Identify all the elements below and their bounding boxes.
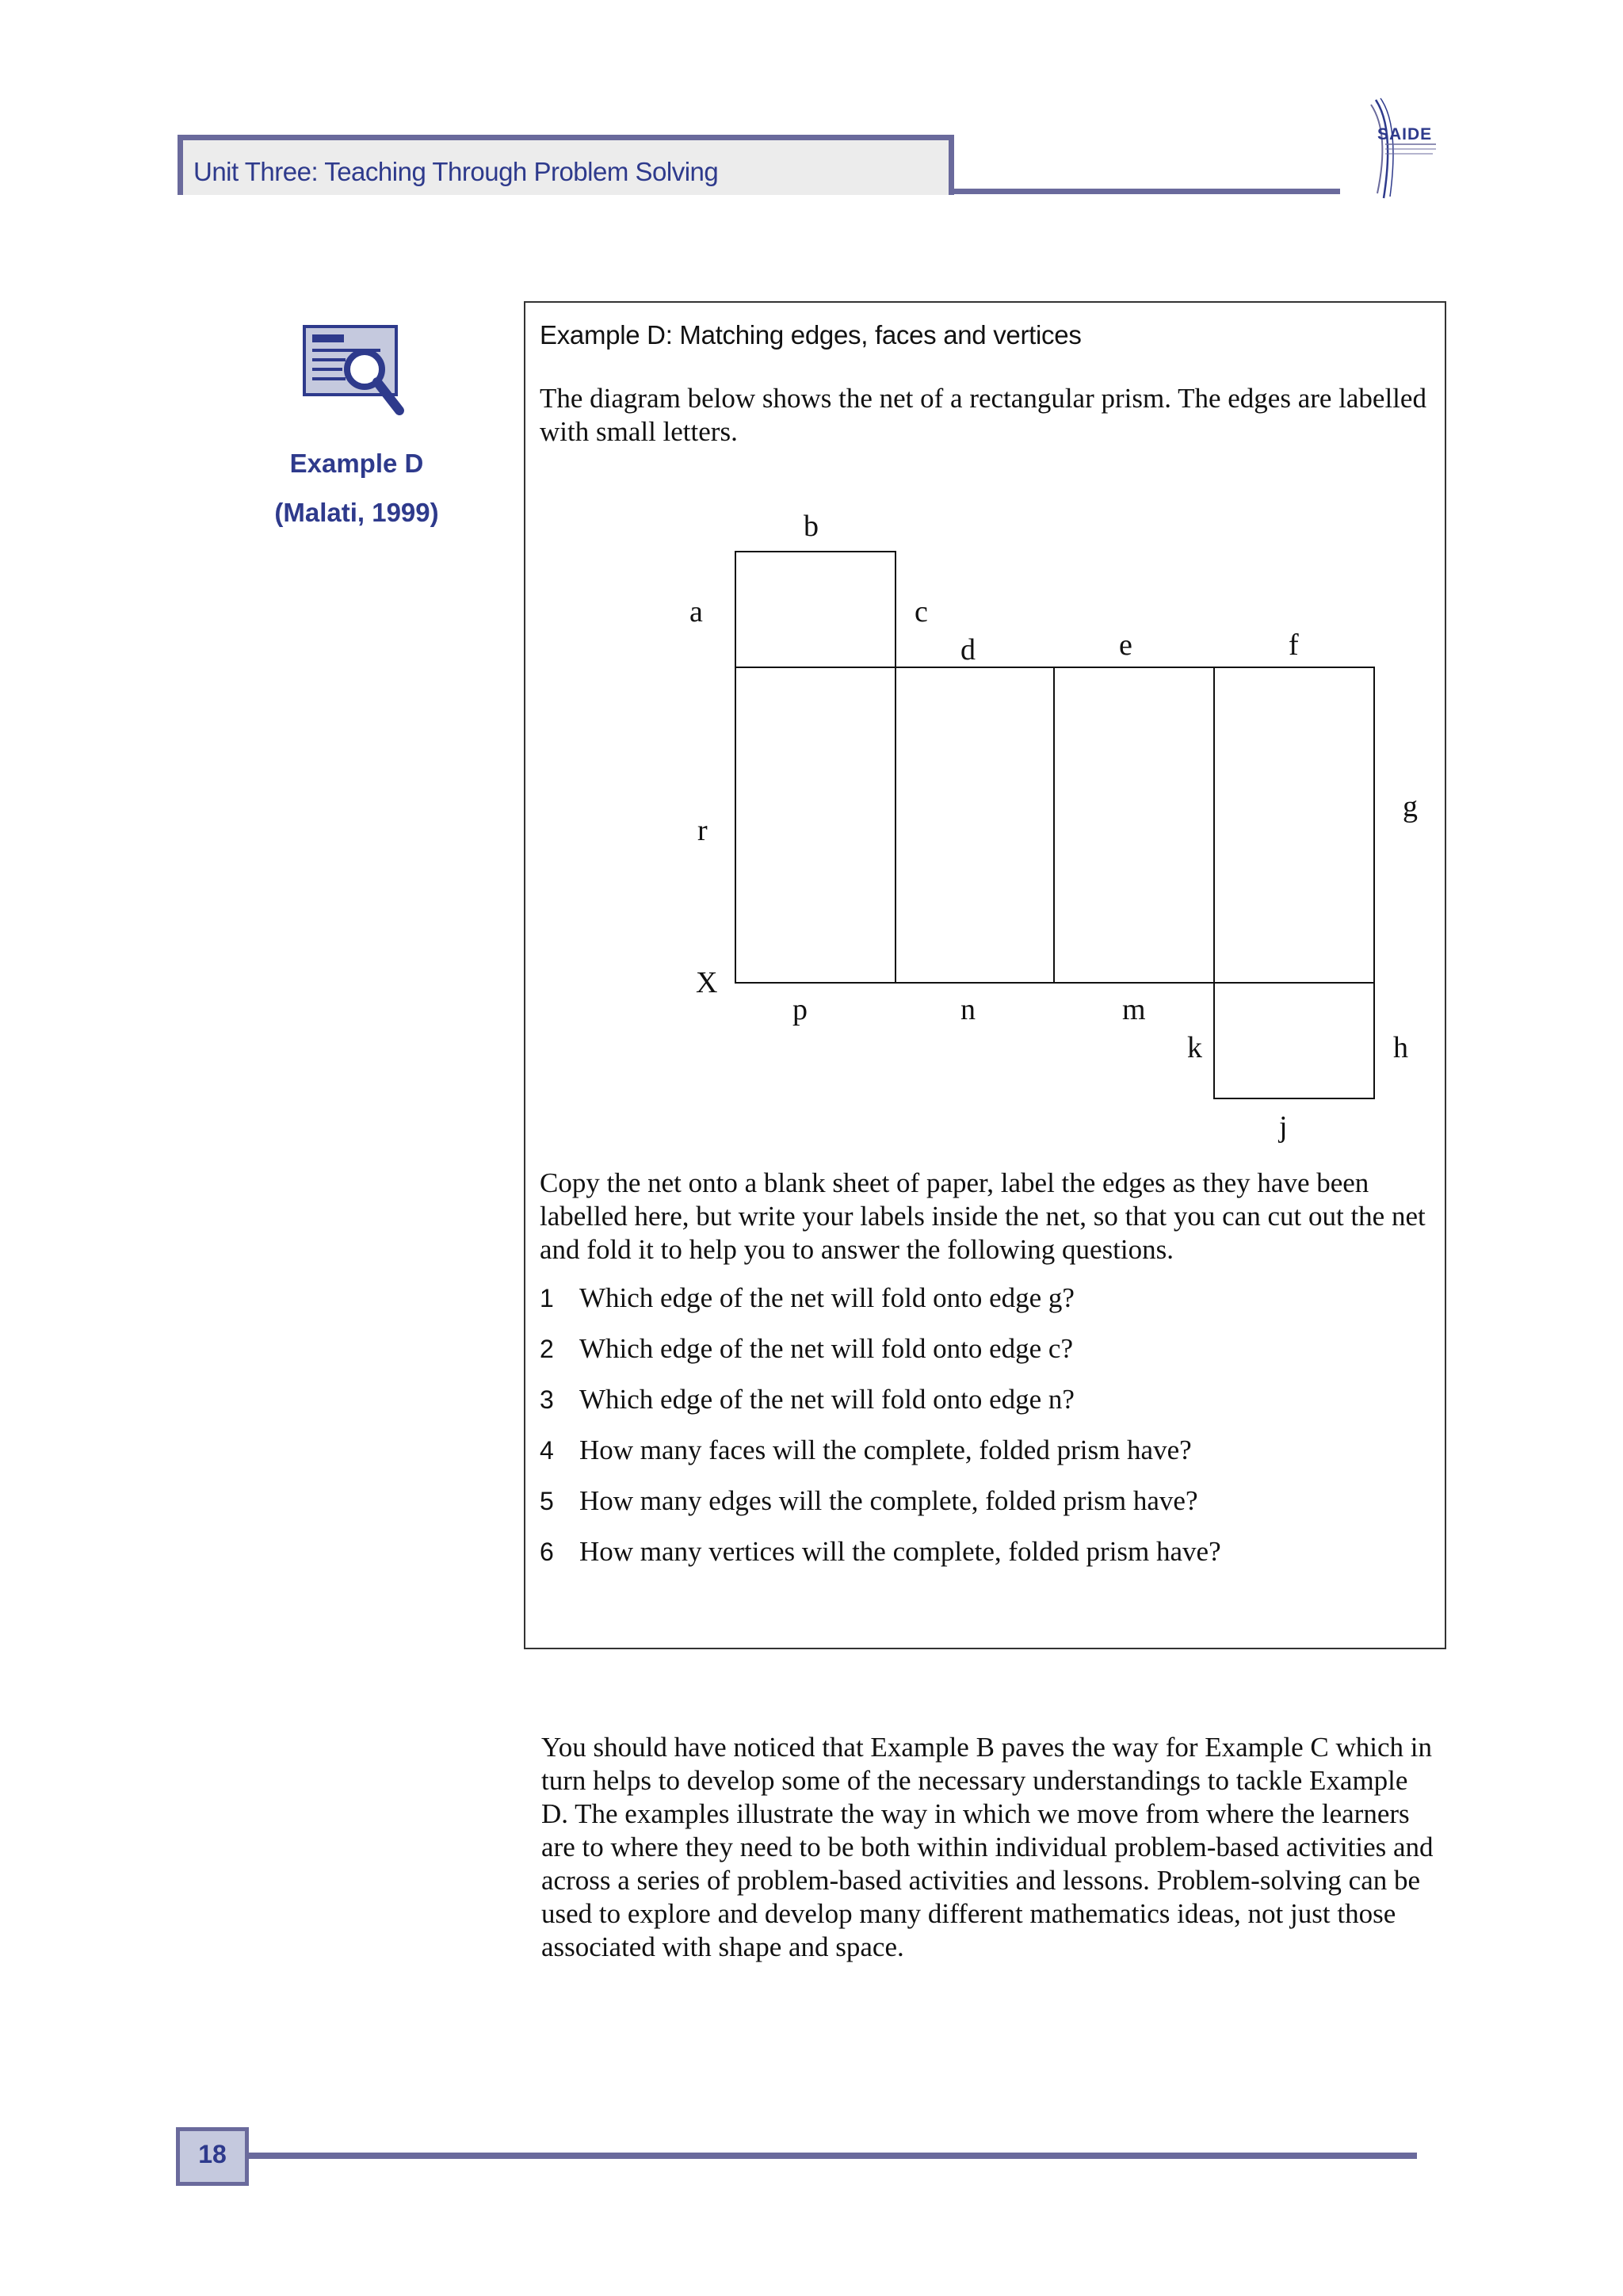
question-number: 2	[540, 1335, 554, 1363]
header-rule	[949, 189, 1340, 194]
edge-label-j: j	[1279, 1110, 1288, 1144]
net-bottom-face	[1214, 983, 1374, 1098]
edge-label-e: e	[1119, 628, 1132, 662]
vertex-label-x: X	[696, 966, 718, 999]
document-magnifier-icon	[301, 323, 409, 422]
edge-label-b: b	[804, 510, 819, 543]
question-text: Which edge of the net will fold onto edge n?	[579, 1384, 1075, 1415]
question-item	[540, 1333, 1427, 1384]
footer-rule	[249, 2153, 1417, 2159]
net-face-4	[1214, 667, 1374, 983]
edge-label-f: f	[1289, 628, 1299, 662]
example-intro: The diagram below shows the net of a rectangular prism. The edges are labelled with small letters.	[540, 383, 1426, 447]
example-title: Example D: Matching edges, faces and vertices	[540, 320, 1082, 350]
net-instructions: Copy the net onto a blank sheet of paper, label the edges as they have been labelled here, but write your labels inside the net, so that you can cut out the net and fold it to help you to answer the following questions.	[540, 1167, 1426, 1265]
saide-logo-text: SAIDE	[1377, 125, 1433, 143]
net-top-face	[735, 552, 896, 667]
question-item	[540, 1485, 1427, 1536]
net-face-2	[896, 667, 1054, 983]
edge-label-d: d	[960, 633, 976, 667]
edge-label-g: g	[1403, 790, 1418, 823]
question-item	[540, 1384, 1427, 1435]
edge-label-n: n	[960, 993, 976, 1026]
net-face-1	[735, 667, 896, 983]
question-number: 5	[540, 1487, 554, 1515]
question-item	[540, 1282, 1427, 1333]
question-number: 6	[540, 1538, 554, 1566]
question-item	[540, 1536, 1427, 1587]
edge-label-c: c	[915, 595, 928, 628]
edge-label-r: r	[697, 814, 708, 847]
example-citation: (Malati, 1999)	[274, 498, 439, 527]
question-item	[540, 1435, 1427, 1485]
question-text: How many edges will the complete, folded prism have?	[579, 1485, 1198, 1516]
edge-label-h: h	[1393, 1031, 1408, 1064]
prism-net-diagram	[682, 507, 1442, 1157]
body-paragraph: You should have noticed that Example B paves the way for Example C which in turn helps to develop some of the necessary understandings to tackle Example D. The examples illustrate the way in which we move from where the learners are to where they need to be both within individual problem-based activities and across a series of problem-based activities and lessons. Problem-solving can be used to explore and develop many different mathematics ideas, not just those associated with shape and space.	[541, 1732, 1434, 1962]
edge-label-m: m	[1122, 993, 1146, 1026]
edge-label-p: p	[792, 993, 808, 1026]
question-list	[540, 1282, 1427, 1587]
net-face-3	[1054, 667, 1214, 983]
question-text: How many vertices will the complete, folded prism have?	[579, 1536, 1221, 1567]
saide-logo	[1354, 97, 1442, 200]
question-number: 3	[540, 1385, 554, 1414]
page-number: 18	[198, 2140, 227, 2168]
edge-label-k: k	[1187, 1031, 1202, 1064]
unit-title: Unit Three: Teaching Through Problem Solving	[193, 157, 719, 186]
edge-label-a: a	[689, 595, 703, 628]
question-text: How many faces will the complete, folded prism have?	[579, 1435, 1192, 1465]
question-text: Which edge of the net will fold onto edge c?	[579, 1333, 1073, 1364]
question-text: Which edge of the net will fold onto edge g?	[579, 1282, 1075, 1313]
question-number: 1	[540, 1284, 554, 1312]
example-label: Example D	[289, 449, 424, 478]
question-number: 4	[540, 1436, 554, 1465]
